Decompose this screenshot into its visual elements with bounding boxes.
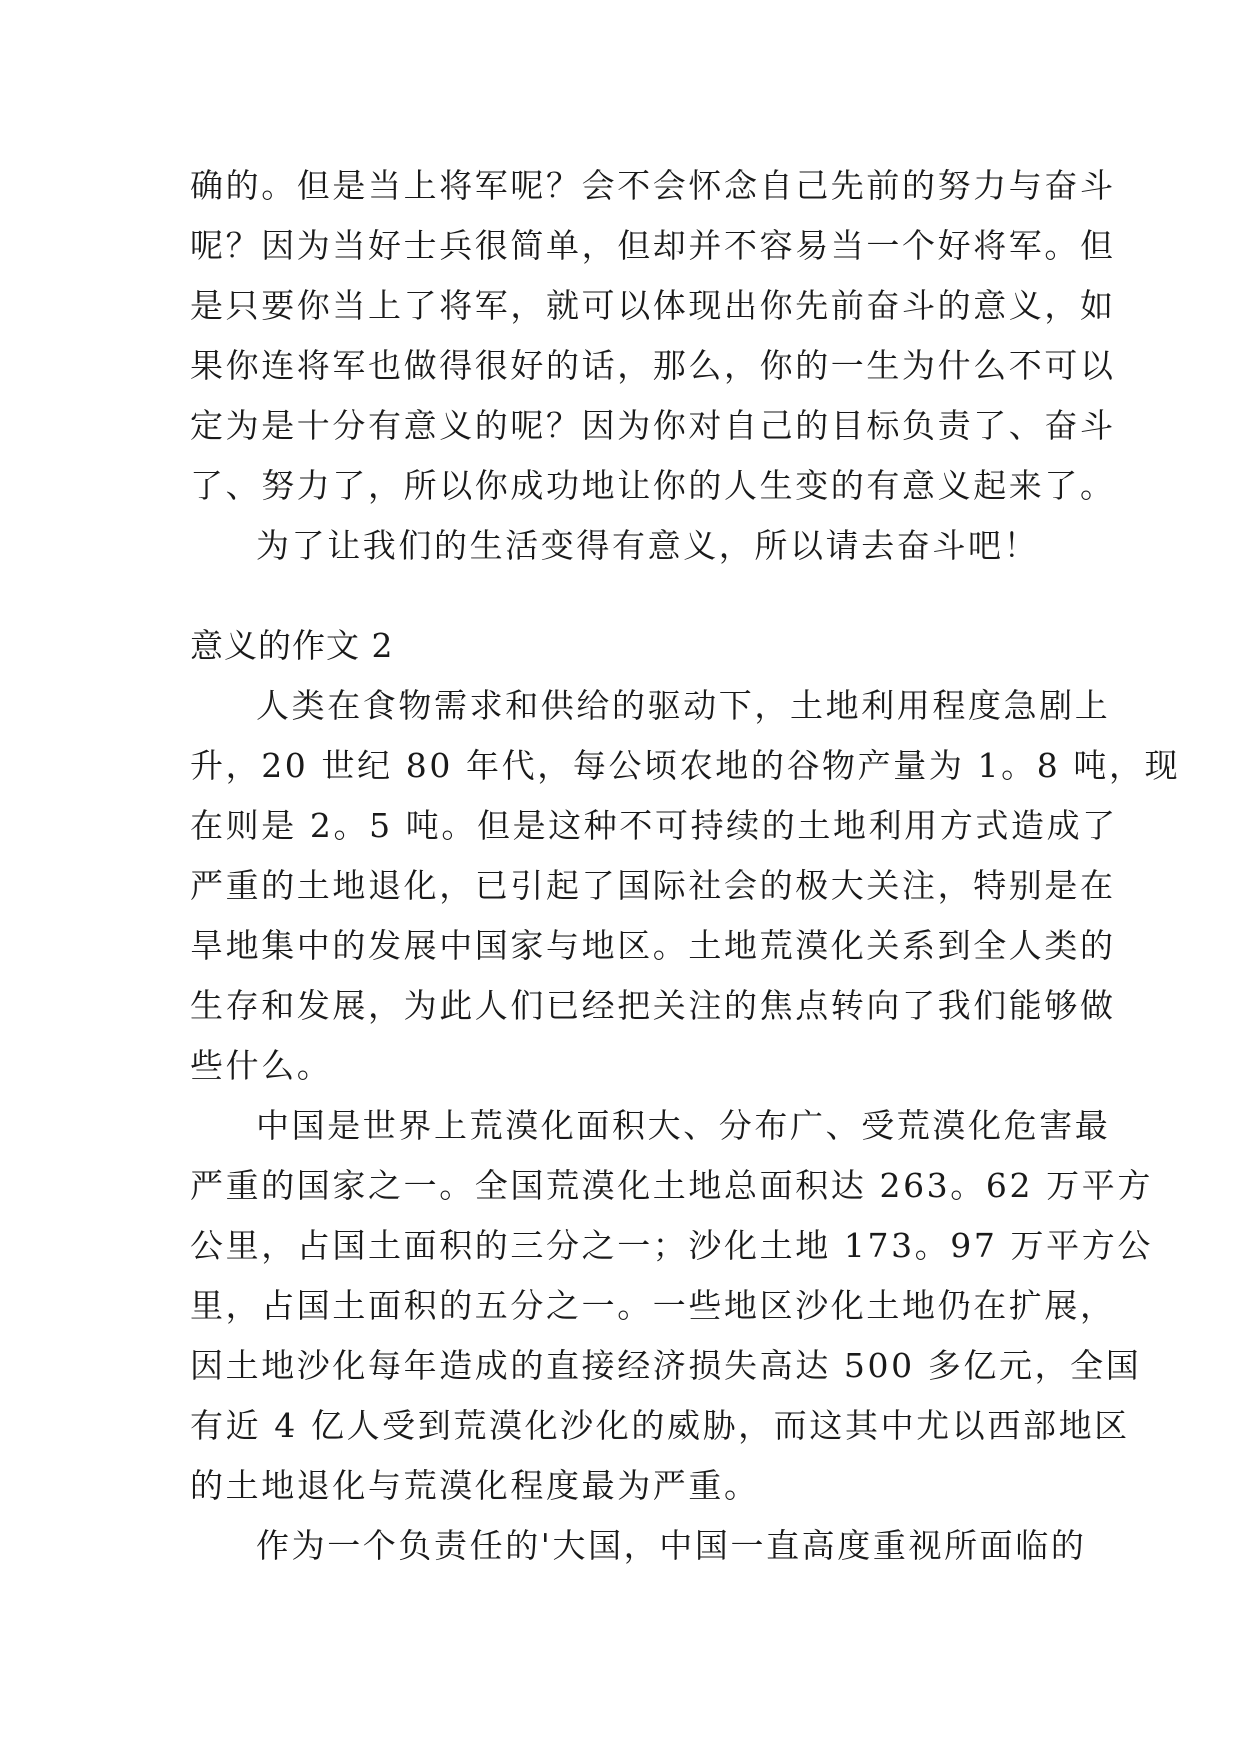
text-line: 作为一个负责任的'大国，中国一直高度重视所面临的 — [256, 1526, 1087, 1565]
text-line: 了、努力了，所以你成功地让你的人生变的有意义起来了。 — [190, 466, 1116, 505]
text-line: 公里，占国土面积的三分之一；沙化土地 173。97 万平方公 — [190, 1226, 1153, 1265]
text-line: 果你连将军也做得很好的话，那么，你的一生为什么不可以 — [190, 346, 1116, 385]
text-line: 严重的国家之一。全国荒漠化土地总面积达 263。62 万平方 — [190, 1166, 1153, 1205]
text-line: 人类在食物需求和供给的驱动下，土地利用程度急剧上 — [256, 686, 1111, 725]
text-line: 里，占国土面积的五分之一。一些地区沙化土地仍在扩展， — [190, 1286, 1116, 1325]
text-line: 严重的土地退化，已引起了国际社会的极大关注，特别是在 — [190, 866, 1116, 905]
text-line: 有近 4 亿人受到荒漠化沙化的威胁，而这其中尤以西部地区 — [190, 1406, 1130, 1445]
text-line: 些什么。 — [190, 1046, 333, 1085]
text-line: 中国是世界上荒漠化面积大、分布广、受荒漠化危害最 — [256, 1106, 1111, 1145]
text-line: 的土地退化与荒漠化程度最为严重。 — [190, 1466, 760, 1505]
text-line: 升，20 世纪 80 年代，每公顷农地的谷物产量为 1。8 吨，现 — [190, 746, 1181, 785]
section-heading: 意义的作文 2 — [190, 626, 394, 665]
text-line: 是只要你当上了将军，就可以体现出你先前奋斗的意义，如 — [190, 286, 1116, 325]
text-line: 旱地集中的发展中国家与地区。土地荒漠化关系到全人类的 — [190, 926, 1116, 965]
text-line: 确的。但是当上将军呢？会不会怀念自己先前的努力与奋斗 — [190, 166, 1116, 205]
text-line: 定为是十分有意义的呢？因为你对自己的目标负责了、奋斗 — [190, 406, 1116, 445]
text-line: 在则是 2。5 吨。但是这种不可持续的土地利用方式造成了 — [190, 806, 1118, 845]
text-line: 因土地沙化每年造成的直接经济损失高达 500 多亿元，全国 — [190, 1346, 1142, 1385]
text-line: 生存和发展，为此人们已经把关注的焦点转向了我们能够做 — [190, 986, 1116, 1025]
closing-line: 为了让我们的生活变得有意义，所以请去奋斗吧！ — [256, 526, 1040, 565]
text-line: 呢？因为当好士兵很简单，但却并不容易当一个好将军。但 — [190, 226, 1116, 265]
